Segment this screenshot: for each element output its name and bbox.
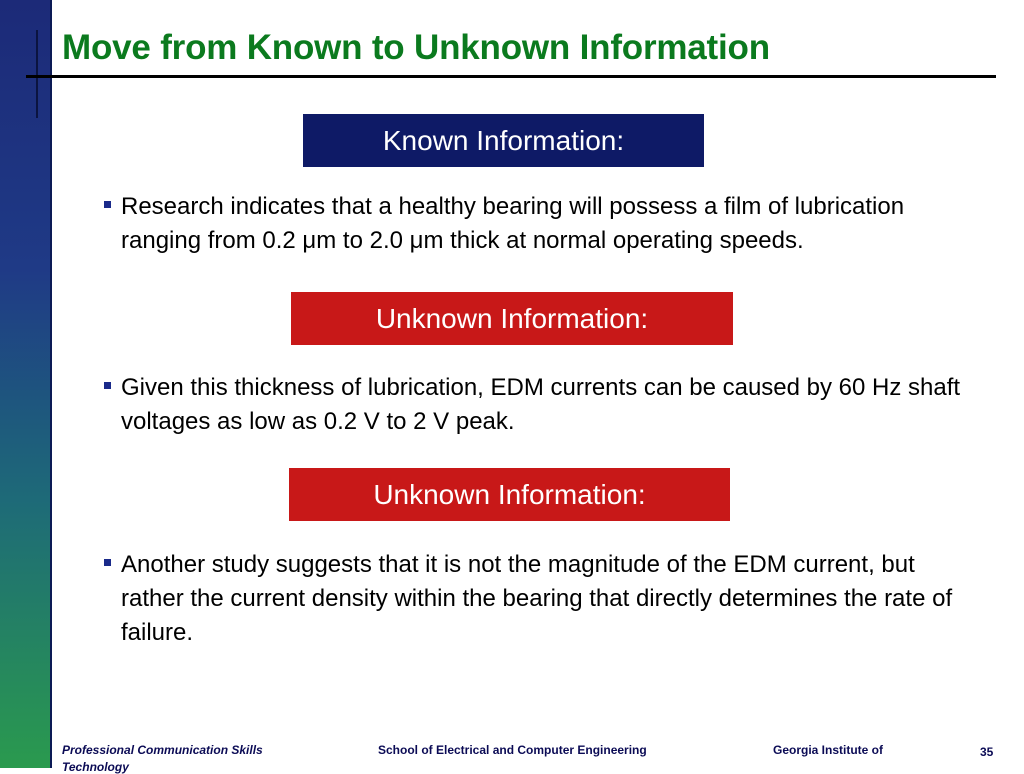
bullet-text-research: Research indicates that a healthy bearing will possess a film of lubrication ranging from 0.2 μm to 2.0 μm thick at normal operating speeds.: [121, 193, 905, 254]
unknown-information-box-2: [289, 468, 730, 521]
bullet-text-current-density: Another study suggests that it is not the magnitude of the EDM current, but rather the current density within the bearing that directly determines the rate of failure.: [121, 551, 953, 646]
unknown-information-label-2: Unknown Information:: [373, 478, 646, 510]
bullet-item-research: [104, 190, 984, 258]
slide-title: Move from Known to Unknown Information: [62, 28, 770, 67]
square-bullet-icon: [104, 382, 111, 389]
square-bullet-icon: [104, 201, 111, 208]
footer-institute-name: Georgia Institute of: [773, 743, 884, 757]
bullet-item-current-density: [104, 548, 984, 650]
square-bullet-icon: [104, 559, 111, 566]
known-information-box: [303, 114, 704, 167]
title-accent-line: [36, 30, 38, 118]
left-bar-edge: [50, 0, 52, 768]
known-information-label: Known Information:: [382, 124, 625, 156]
title-divider: [26, 75, 996, 78]
unknown-information-box-1: [291, 292, 733, 345]
left-gradient-bar: [0, 0, 52, 768]
bullet-text-edm-voltage: Given this thickness of lubrication, EDM currents can be caused by 60 Hz shaft voltages as low as 0.2 V to 2 V peak.: [121, 374, 961, 435]
footer-course-name-cont: Technology: [62, 760, 129, 774]
unknown-information-label-1: Unknown Information:: [375, 302, 649, 334]
page-number: 35: [980, 745, 994, 759]
footer-course-name: Professional Communication Skills: [62, 743, 263, 757]
bullet-item-edm-voltage: [104, 371, 984, 439]
footer-school-name: School of Electrical and Computer Engineering: [378, 743, 647, 757]
